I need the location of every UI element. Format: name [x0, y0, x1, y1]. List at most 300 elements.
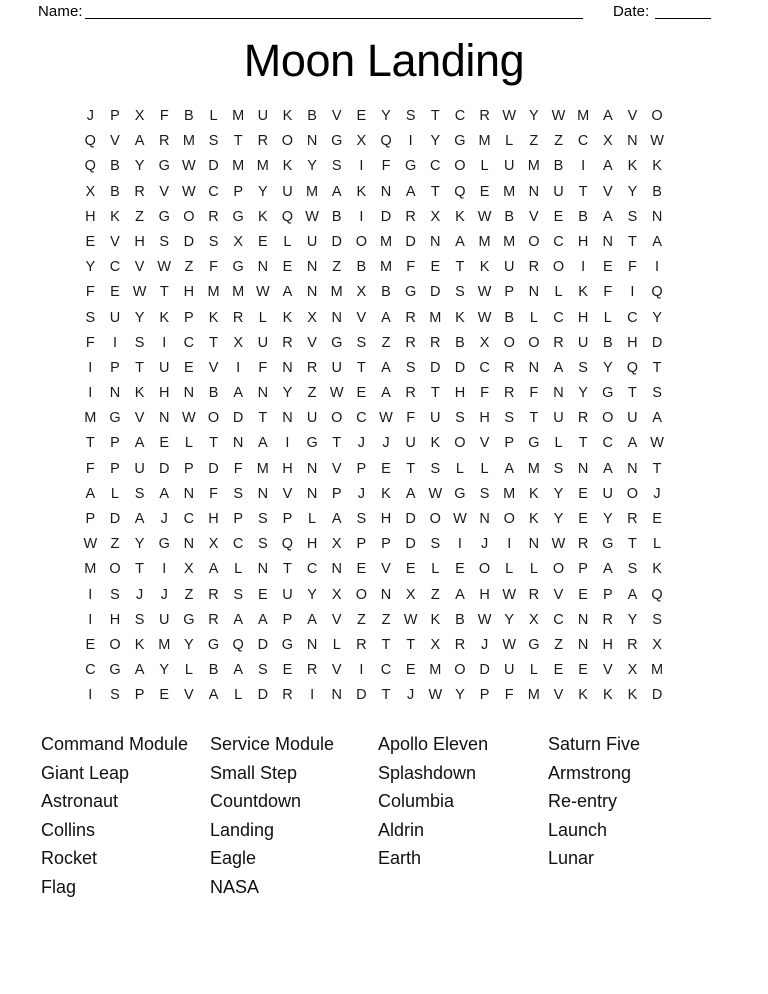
grid-cell[interactable]: A: [602, 108, 613, 124]
grid-cell[interactable]: W: [650, 133, 664, 150]
grid-cell[interactable]: M: [256, 460, 269, 477]
grid-cell[interactable]: O: [626, 485, 639, 502]
grid-cell[interactable]: G: [331, 133, 343, 150]
grid-cell[interactable]: M: [429, 662, 442, 679]
grid-cell[interactable]: A: [134, 435, 145, 452]
grid-cell[interactable]: K: [602, 687, 613, 704]
grid-cell[interactable]: R: [405, 334, 416, 351]
grid-cell[interactable]: Y: [134, 158, 145, 175]
grid-cell[interactable]: S: [553, 460, 564, 477]
grid-cell[interactable]: N: [159, 410, 170, 427]
grid-cell[interactable]: W: [502, 636, 517, 653]
grid-cell[interactable]: K: [208, 309, 219, 326]
grid-cell[interactable]: Y: [307, 586, 317, 603]
grid-cell[interactable]: I: [88, 687, 93, 704]
grid-cell[interactable]: R: [627, 511, 638, 527]
grid-cell[interactable]: E: [159, 435, 170, 452]
grid-cell[interactable]: G: [281, 636, 294, 653]
grid-cell[interactable]: A: [602, 158, 613, 175]
grid-cell[interactable]: A: [455, 586, 465, 603]
grid-cell[interactable]: O: [429, 511, 441, 527]
grid-cell[interactable]: D: [109, 511, 121, 527]
grid-cell[interactable]: D: [651, 687, 663, 704]
grid-cell[interactable]: R: [257, 133, 269, 150]
grid-cell[interactable]: W: [502, 108, 517, 124]
grid-cell[interactable]: V: [529, 208, 539, 225]
grid-cell[interactable]: A: [134, 511, 145, 527]
grid-cell[interactable]: R: [159, 133, 170, 150]
grid-cell[interactable]: N: [257, 259, 269, 276]
grid-cell[interactable]: N: [528, 284, 540, 301]
grid-cell[interactable]: M: [182, 133, 195, 150]
grid-cell[interactable]: N: [109, 385, 121, 402]
grid-cell[interactable]: U: [134, 460, 145, 477]
grid-cell[interactable]: J: [135, 586, 144, 603]
grid-cell[interactable]: A: [652, 410, 662, 427]
grid-cell[interactable]: R: [528, 586, 540, 603]
grid-cell[interactable]: Y: [257, 183, 268, 200]
grid-cell[interactable]: K: [479, 259, 490, 276]
grid-cell[interactable]: P: [479, 687, 490, 704]
grid-cell[interactable]: T: [135, 359, 145, 376]
grid-cell[interactable]: Q: [626, 359, 639, 376]
grid-cell[interactable]: V: [307, 334, 317, 351]
grid-cell[interactable]: X: [430, 636, 441, 653]
grid-cell[interactable]: K: [134, 636, 145, 653]
grid-cell[interactable]: W: [502, 586, 517, 603]
grid-cell[interactable]: X: [405, 586, 416, 603]
grid-cell[interactable]: P: [356, 460, 367, 477]
grid-cell[interactable]: E: [159, 687, 170, 704]
grid-cell[interactable]: M: [232, 158, 245, 175]
grid-cell[interactable]: Y: [504, 611, 515, 628]
grid-cell[interactable]: T: [209, 334, 218, 351]
grid-cell[interactable]: I: [88, 586, 93, 603]
grid-cell[interactable]: O: [602, 410, 614, 427]
grid-cell[interactable]: K: [282, 108, 293, 124]
grid-cell[interactable]: S: [208, 133, 219, 150]
grid-cell[interactable]: N: [183, 385, 195, 402]
grid-cell[interactable]: M: [256, 158, 269, 175]
grid-cell[interactable]: C: [553, 233, 564, 250]
grid-cell[interactable]: U: [553, 183, 564, 200]
grid-cell[interactable]: Z: [381, 334, 391, 351]
grid-cell[interactable]: J: [357, 435, 365, 452]
word-list-item[interactable]: Giant Leap: [41, 762, 130, 783]
grid-cell[interactable]: F: [85, 284, 95, 301]
grid-cell[interactable]: J: [407, 687, 415, 704]
grid-cell[interactable]: K: [627, 687, 638, 704]
grid-cell[interactable]: K: [134, 385, 145, 402]
grid-cell[interactable]: D: [380, 208, 392, 225]
grid-cell[interactable]: T: [381, 636, 391, 653]
grid-cell[interactable]: X: [479, 334, 490, 351]
grid-cell[interactable]: W: [477, 284, 492, 301]
grid-cell[interactable]: N: [627, 460, 638, 477]
grid-cell[interactable]: N: [306, 460, 318, 477]
grid-cell[interactable]: S: [233, 485, 243, 502]
grid-cell[interactable]: C: [380, 662, 392, 679]
word-list-item[interactable]: Earth: [378, 848, 422, 869]
grid-cell[interactable]: S: [356, 511, 367, 527]
grid-cell[interactable]: K: [578, 687, 588, 704]
grid-cell[interactable]: W: [182, 183, 196, 200]
grid-cell[interactable]: I: [112, 334, 117, 351]
grid-cell[interactable]: U: [257, 334, 269, 351]
grid-cell[interactable]: F: [258, 359, 268, 376]
grid-cell[interactable]: R: [577, 536, 589, 553]
grid-cell[interactable]: Z: [529, 133, 539, 150]
grid-cell[interactable]: X: [184, 561, 194, 578]
grid-cell[interactable]: S: [652, 611, 662, 628]
grid-cell[interactable]: N: [430, 233, 441, 250]
grid-cell[interactable]: G: [454, 133, 466, 150]
grid-cell[interactable]: C: [553, 611, 564, 628]
grid-cell[interactable]: O: [281, 133, 294, 150]
grid-cell[interactable]: A: [602, 561, 613, 578]
grid-cell[interactable]: M: [158, 636, 171, 653]
grid-cell[interactable]: Y: [553, 485, 564, 502]
grid-cell[interactable]: W: [157, 259, 172, 276]
grid-cell[interactable]: G: [207, 636, 220, 653]
grid-cell[interactable]: N: [651, 208, 663, 225]
grid-cell[interactable]: L: [431, 561, 440, 578]
grid-cell[interactable]: D: [405, 233, 416, 250]
grid-cell[interactable]: Y: [307, 158, 317, 175]
grid-cell[interactable]: H: [85, 208, 96, 225]
grid-cell[interactable]: O: [503, 334, 515, 351]
grid-cell[interactable]: B: [652, 183, 662, 200]
grid-cell[interactable]: B: [110, 158, 120, 175]
grid-cell[interactable]: Z: [184, 259, 194, 276]
word-list-item[interactable]: Saturn Five: [548, 734, 641, 754]
grid-cell[interactable]: S: [134, 334, 145, 351]
grid-cell[interactable]: S: [356, 334, 367, 351]
grid-cell[interactable]: G: [232, 208, 244, 225]
grid-cell[interactable]: U: [331, 359, 342, 376]
grid-cell[interactable]: T: [283, 561, 292, 578]
grid-cell[interactable]: W: [83, 536, 98, 553]
grid-cell[interactable]: W: [182, 410, 196, 427]
grid-cell[interactable]: H: [159, 385, 170, 402]
grid-cell[interactable]: Z: [381, 611, 391, 628]
grid-cell[interactable]: T: [332, 435, 342, 452]
grid-cell[interactable]: U: [282, 586, 293, 603]
grid-cell[interactable]: T: [233, 133, 243, 150]
grid-cell[interactable]: P: [110, 435, 120, 452]
grid-cell[interactable]: T: [406, 636, 416, 653]
grid-cell[interactable]: X: [233, 233, 243, 250]
grid-cell[interactable]: W: [329, 385, 344, 402]
grid-cell[interactable]: A: [627, 586, 638, 603]
grid-cell[interactable]: I: [507, 536, 512, 553]
grid-cell[interactable]: M: [651, 662, 664, 679]
grid-cell[interactable]: K: [257, 208, 268, 225]
grid-cell[interactable]: V: [331, 460, 342, 477]
grid-cell[interactable]: X: [529, 611, 539, 628]
grid-cell[interactable]: A: [233, 385, 243, 402]
grid-cell[interactable]: J: [382, 435, 390, 452]
grid-cell[interactable]: U: [257, 108, 269, 124]
grid-cell[interactable]: T: [430, 385, 440, 402]
grid-cell[interactable]: M: [232, 284, 245, 301]
grid-cell[interactable]: B: [381, 284, 391, 301]
grid-cell[interactable]: E: [578, 586, 588, 603]
grid-cell[interactable]: U: [405, 435, 416, 452]
grid-cell[interactable]: A: [627, 435, 638, 452]
grid-cell[interactable]: R: [405, 385, 416, 402]
grid-cell[interactable]: N: [183, 536, 195, 553]
grid-cell[interactable]: N: [602, 233, 614, 250]
grid-cell[interactable]: M: [306, 183, 319, 200]
grid-cell[interactable]: X: [233, 334, 243, 351]
grid-cell[interactable]: Q: [651, 586, 663, 603]
grid-cell[interactable]: U: [503, 662, 515, 679]
grid-cell[interactable]: F: [85, 460, 95, 477]
grid-cell[interactable]: Z: [307, 385, 317, 402]
grid-cell[interactable]: I: [162, 334, 167, 351]
grid-cell[interactable]: X: [307, 309, 317, 326]
grid-cell[interactable]: Y: [85, 259, 96, 276]
grid-cell[interactable]: S: [110, 687, 120, 704]
grid-cell[interactable]: H: [577, 309, 589, 326]
grid-cell[interactable]: H: [454, 385, 466, 402]
grid-cell[interactable]: B: [578, 208, 588, 225]
grid-cell[interactable]: V: [553, 687, 564, 704]
grid-cell[interactable]: N: [257, 485, 269, 502]
grid-cell[interactable]: F: [406, 410, 416, 427]
grid-cell[interactable]: G: [158, 536, 170, 553]
grid-cell[interactable]: R: [602, 611, 614, 628]
grid-cell[interactable]: R: [454, 636, 466, 653]
grid-cell[interactable]: Y: [455, 687, 465, 704]
grid-cell[interactable]: N: [282, 410, 293, 427]
word-list-item[interactable]: Command Module: [41, 734, 189, 754]
grid-cell[interactable]: Q: [84, 158, 96, 175]
grid-cell[interactable]: J: [480, 536, 489, 553]
grid-cell[interactable]: I: [408, 133, 413, 150]
grid-cell[interactable]: S: [159, 233, 170, 250]
grid-cell[interactable]: Z: [332, 259, 342, 276]
grid-cell[interactable]: P: [85, 511, 96, 527]
grid-cell[interactable]: W: [477, 208, 492, 225]
grid-cell[interactable]: K: [529, 511, 539, 527]
grid-cell[interactable]: M: [503, 485, 516, 502]
grid-cell[interactable]: R: [208, 611, 219, 628]
grid-cell[interactable]: X: [134, 108, 145, 124]
grid-cell[interactable]: K: [578, 284, 588, 301]
grid-cell[interactable]: G: [602, 536, 614, 553]
grid-cell[interactable]: X: [627, 662, 638, 679]
grid-cell[interactable]: S: [627, 208, 638, 225]
grid-cell[interactable]: W: [428, 687, 443, 704]
grid-cell[interactable]: L: [184, 662, 193, 679]
grid-cell[interactable]: E: [553, 208, 564, 225]
grid-cell[interactable]: Z: [356, 611, 366, 628]
grid-cell[interactable]: F: [209, 485, 218, 502]
grid-cell[interactable]: Q: [651, 284, 663, 301]
grid-cell[interactable]: M: [84, 410, 97, 427]
grid-cell[interactable]: P: [504, 284, 515, 301]
grid-cell[interactable]: S: [134, 611, 145, 628]
grid-cell[interactable]: I: [457, 536, 462, 553]
grid-cell[interactable]: E: [405, 662, 416, 679]
grid-cell[interactable]: A: [455, 233, 465, 250]
grid-cell[interactable]: T: [135, 561, 145, 578]
grid-cell[interactable]: G: [232, 259, 244, 276]
word-list-item[interactable]: Rocket: [41, 848, 98, 869]
grid-cell[interactable]: C: [85, 662, 96, 679]
grid-cell[interactable]: A: [652, 233, 662, 250]
grid-cell[interactable]: F: [504, 687, 514, 704]
grid-cell[interactable]: V: [110, 233, 120, 250]
grid-cell[interactable]: L: [209, 108, 218, 124]
grid-cell[interactable]: Y: [529, 108, 539, 124]
grid-cell[interactable]: V: [602, 662, 613, 679]
grid-cell[interactable]: R: [306, 359, 318, 376]
grid-cell[interactable]: W: [305, 208, 319, 225]
grid-cell[interactable]: K: [430, 611, 441, 628]
grid-cell[interactable]: H: [627, 334, 638, 351]
word-list-item[interactable]: Flag: [41, 876, 77, 897]
grid-cell[interactable]: Y: [627, 611, 638, 628]
grid-cell[interactable]: T: [578, 183, 588, 200]
grid-cell[interactable]: G: [331, 334, 343, 351]
grid-cell[interactable]: K: [455, 208, 465, 225]
grid-cell[interactable]: P: [381, 536, 391, 553]
grid-cell[interactable]: T: [209, 435, 218, 452]
grid-cell[interactable]: A: [208, 687, 219, 704]
grid-cell[interactable]: L: [455, 460, 464, 477]
grid-cell[interactable]: O: [478, 561, 491, 578]
grid-cell[interactable]: R: [627, 636, 638, 653]
grid-cell[interactable]: U: [159, 359, 170, 376]
grid-cell[interactable]: N: [528, 183, 540, 200]
grid-cell[interactable]: F: [381, 158, 391, 175]
grid-cell[interactable]: E: [356, 561, 367, 578]
grid-cell[interactable]: P: [331, 485, 342, 502]
grid-cell[interactable]: G: [158, 208, 170, 225]
date-write-in-line[interactable]: [655, 18, 711, 19]
grid-cell[interactable]: M: [527, 460, 540, 477]
grid-cell[interactable]: E: [110, 284, 120, 301]
grid-cell[interactable]: H: [109, 611, 121, 628]
grid-cell[interactable]: R: [282, 687, 293, 704]
grid-cell[interactable]: R: [528, 259, 540, 276]
grid-cell[interactable]: W: [551, 108, 566, 124]
grid-cell[interactable]: R: [430, 334, 441, 351]
grid-cell[interactable]: S: [627, 561, 638, 578]
grid-cell[interactable]: D: [430, 359, 441, 376]
grid-cell[interactable]: V: [159, 183, 170, 200]
grid-cell[interactable]: E: [85, 233, 96, 250]
grid-cell[interactable]: B: [110, 183, 120, 200]
word-list-item[interactable]: Launch: [548, 819, 608, 840]
word-list-item[interactable]: Small Step: [210, 762, 298, 783]
grid-cell[interactable]: T: [627, 536, 637, 553]
grid-cell[interactable]: L: [234, 561, 243, 578]
grid-cell[interactable]: O: [651, 108, 663, 124]
grid-cell[interactable]: E: [282, 259, 293, 276]
grid-cell[interactable]: C: [627, 309, 638, 326]
grid-cell[interactable]: W: [132, 284, 147, 301]
grid-cell[interactable]: I: [88, 385, 93, 402]
grid-cell[interactable]: H: [380, 511, 392, 527]
grid-cell[interactable]: Q: [380, 133, 392, 150]
grid-cell[interactable]: P: [184, 460, 194, 477]
grid-cell[interactable]: A: [405, 183, 416, 200]
grid-cell[interactable]: F: [406, 259, 416, 276]
grid-cell[interactable]: T: [652, 359, 662, 376]
grid-cell[interactable]: V: [110, 133, 120, 150]
grid-cell[interactable]: J: [653, 485, 661, 502]
grid-cell[interactable]: R: [503, 359, 515, 376]
grid-cell[interactable]: M: [527, 687, 540, 704]
word-list-item[interactable]: Service Module: [210, 734, 335, 754]
grid-cell[interactable]: N: [528, 359, 540, 376]
grid-cell[interactable]: Y: [282, 385, 293, 402]
grid-cell[interactable]: V: [134, 259, 145, 276]
grid-cell[interactable]: R: [306, 662, 318, 679]
grid-cell[interactable]: S: [233, 586, 243, 603]
grid-cell[interactable]: L: [308, 511, 317, 527]
grid-cell[interactable]: O: [528, 233, 540, 250]
grid-cell[interactable]: S: [257, 536, 268, 553]
word-list-item[interactable]: Eagle: [210, 848, 257, 869]
grid-cell[interactable]: R: [356, 636, 367, 653]
grid-cell[interactable]: V: [479, 435, 490, 452]
grid-cell[interactable]: J: [86, 108, 94, 124]
grid-cell[interactable]: P: [282, 511, 293, 527]
word-list-item[interactable]: Splashdown: [378, 762, 477, 783]
grid-cell[interactable]: E: [553, 662, 564, 679]
grid-cell[interactable]: P: [578, 561, 588, 578]
grid-cell[interactable]: U: [306, 410, 318, 427]
grid-cell[interactable]: S: [134, 485, 145, 502]
grid-cell[interactable]: V: [331, 611, 342, 628]
grid-cell[interactable]: L: [603, 309, 612, 326]
word-list-item[interactable]: Collins: [41, 819, 96, 840]
grid-cell[interactable]: K: [627, 158, 638, 175]
grid-cell[interactable]: E: [652, 511, 662, 527]
grid-cell[interactable]: C: [479, 359, 490, 376]
grid-cell[interactable]: Q: [84, 133, 96, 150]
grid-cell[interactable]: I: [88, 359, 93, 376]
grid-cell[interactable]: P: [282, 611, 293, 628]
grid-cell[interactable]: L: [258, 309, 267, 326]
grid-cell[interactable]: M: [478, 133, 491, 150]
word-list-item[interactable]: Countdown: [210, 791, 302, 812]
grid-cell[interactable]: I: [310, 687, 315, 704]
grid-cell[interactable]: D: [356, 687, 367, 704]
grid-cell[interactable]: V: [184, 687, 194, 704]
grid-cell[interactable]: U: [430, 410, 441, 427]
grid-cell[interactable]: O: [355, 233, 367, 250]
grid-cell[interactable]: A: [331, 183, 342, 200]
grid-cell[interactable]: I: [359, 208, 364, 225]
grid-cell[interactable]: L: [529, 309, 538, 326]
grid-cell[interactable]: L: [332, 636, 341, 653]
grid-cell[interactable]: X: [602, 133, 613, 150]
grid-cell[interactable]: S: [504, 410, 515, 427]
grid-cell[interactable]: C: [232, 536, 244, 553]
grid-cell[interactable]: B: [208, 662, 219, 679]
grid-cell[interactable]: T: [85, 435, 95, 452]
grid-cell[interactable]: Y: [381, 108, 391, 124]
grid-cell[interactable]: G: [528, 435, 540, 452]
grid-cell[interactable]: I: [581, 259, 586, 276]
grid-cell[interactable]: N: [257, 561, 269, 578]
